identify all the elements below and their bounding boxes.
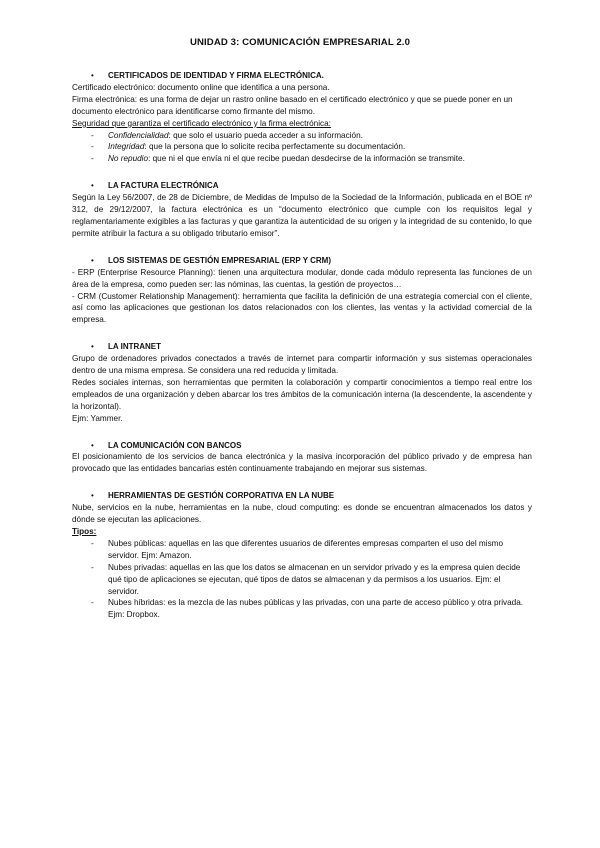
section-heading-text: LA FACTURA ELECTRÓNICA [108, 181, 219, 191]
bullet-icon: • [91, 181, 94, 191]
paragraph: - ERP (Enterprise Resource Planning): tienen una arquitectura modular, donde cada módulo representa las funciones de un área de la empresa, como pueden ser: las nóminas, las cuentas, la gestión de proyectos… [72, 267, 532, 289]
bullet-icon: • [91, 71, 94, 80]
section-heading-bancos [72, 440, 532, 452]
section-heading-text: HERRAMIENTAS DE GESTIÓN CORPORATIVA EN LA NUBE [108, 491, 335, 501]
document-body [72, 70, 532, 621]
bullet-icon: • [91, 491, 94, 501]
section-heading-nube [72, 490, 532, 502]
paragraph: Redes sociales internas, son herramientas que permiten la colaboración y compartir conocimientos a tiempo real entre los empleados de una organización y deben abarcar los tres ámbitos de la comunicación interna (la descendente, la ascendente y la horizontal). [72, 377, 532, 411]
dash-marker: - [91, 142, 94, 152]
list-item-text: : que solo el usuario pueda acceder a su información. [168, 130, 363, 140]
security-list [72, 130, 532, 166]
list-item [72, 538, 532, 562]
section-heading-text: LA COMUNICACIÓN CON BANCOS [108, 440, 242, 450]
list-item-term: No repudio [108, 154, 149, 164]
list-item-text: : que ni el que envía ni el que recibe puedan desdecirse de la información se transmite. [148, 154, 465, 164]
dash-marker: - [91, 538, 94, 548]
bullet-icon: • [91, 342, 94, 352]
paragraph: Certificado electrónico: documento online que identifica a una persona. [72, 82, 330, 92]
list-item-text: Nubes privadas: aquellas en las que los datos se almacenan en un servidor privado y es la empresa quien decide qué tipo de aplicaciones se ejecutan, qué tipos de datos se almacenan y da permisos a los usuarios. Ejm: el servidor. [108, 562, 521, 596]
paragraph: Nube, servicios en la nube, herramientas en la nube, cloud computing: es donde se encuentran almacenados los datos y dónde se ejecutan las aplicaciones. [72, 503, 532, 525]
list-item-term: Integridad [108, 142, 145, 152]
dash-marker: - [91, 562, 94, 572]
cloud-types-list [72, 538, 532, 621]
dash-marker: - [91, 598, 94, 608]
list-item-text: : que la persona que lo solicite reciba perfectamente su documentación. [144, 142, 406, 152]
section-heading-factura [72, 180, 532, 192]
section-heading-certificados [72, 70, 532, 82]
list-item-text: Nubes híbridas: es la mezcla de las nubes públicas y las privadas, con una parte de acceso público y otra privada. Ejm: Dropbox. [108, 598, 524, 620]
list-item-term: Confidencialidad [108, 130, 169, 140]
dash-marker: - [91, 154, 94, 164]
paragraph: Según la Ley 56/2007, de 28 de Diciembre, de Medidas de Impulso de la Sociedad de la Información, publicada en el BOE nº 312, de 29/12/2007, la factura electrónica es un “documento electrónico que cumple con los requisitos legal y reglamentariamente exigibles a las facturas y que garantiza la autenticidad de su origen y la integridad de su contenido, lo que permite atribuir la factura a su obligado tributario emisor”. [72, 193, 532, 238]
list-item [72, 141, 532, 153]
bullet-icon: • [91, 440, 94, 450]
section-heading-text: LOS SISTEMAS DE GESTIÓN EMPRESARIAL (ERP Y CRM) [108, 255, 331, 265]
list-item [72, 597, 532, 621]
section-heading-erp-crm [72, 255, 532, 267]
page-title: UNIDAD 3: COMUNICACIÓN EMPRESARIAL 2.0 [189, 37, 411, 48]
subheading-tipos: Tipos: [72, 527, 97, 536]
dash-marker: - [91, 130, 94, 140]
paragraph: Ejm: Yammer. [72, 413, 123, 423]
paragraph: - CRM (Customer Relationship Management): herramienta que facilita la definición de una estrategia comercial con el cliente, así como las aplicaciones que gestionan los datos relacionados con los clientes, las ventas y la actividad comercial de la empresa. [72, 291, 532, 325]
list-item [72, 153, 532, 165]
section-heading-text: CERTIFICADOS DE IDENTIDAD Y FIRMA ELECTRÓNICA. [108, 71, 324, 80]
paragraph: Firma electrónica: es una forma de dejar un rastro online basado en el certificado electrónico y que se puede poner en un documento electrónico para identificarse como firmante del mismo. [72, 94, 513, 116]
bullet-icon: • [91, 255, 94, 265]
list-item [72, 562, 532, 598]
list-item [72, 130, 532, 142]
subheading-seguridad: Seguridad que garantiza el certificado electrónico y la firma electrónica: [72, 118, 331, 128]
paragraph: Grupo de ordenadores privados conectados a través de internet para compartir información y sus sistemas operacionales dentro de una misma empresa. Se considera una red reducida y limitada. [72, 354, 532, 376]
section-heading-text: LA INTRANET [108, 342, 162, 352]
section-heading-intranet [72, 341, 532, 353]
list-item-text: Nubes públicas: aquellas en las que diferentes usuarios de diferentes empresas comparten el uso del mismo servidor. Ejm: Amazon. [108, 538, 504, 560]
paragraph: El posicionamiento de los servicios de banca electrónica y la masiva incorporación del público privado y de empresa han provocado que las entidades bancarias estén continuamente trabajando en mejorar sus sistemas. [72, 452, 532, 474]
